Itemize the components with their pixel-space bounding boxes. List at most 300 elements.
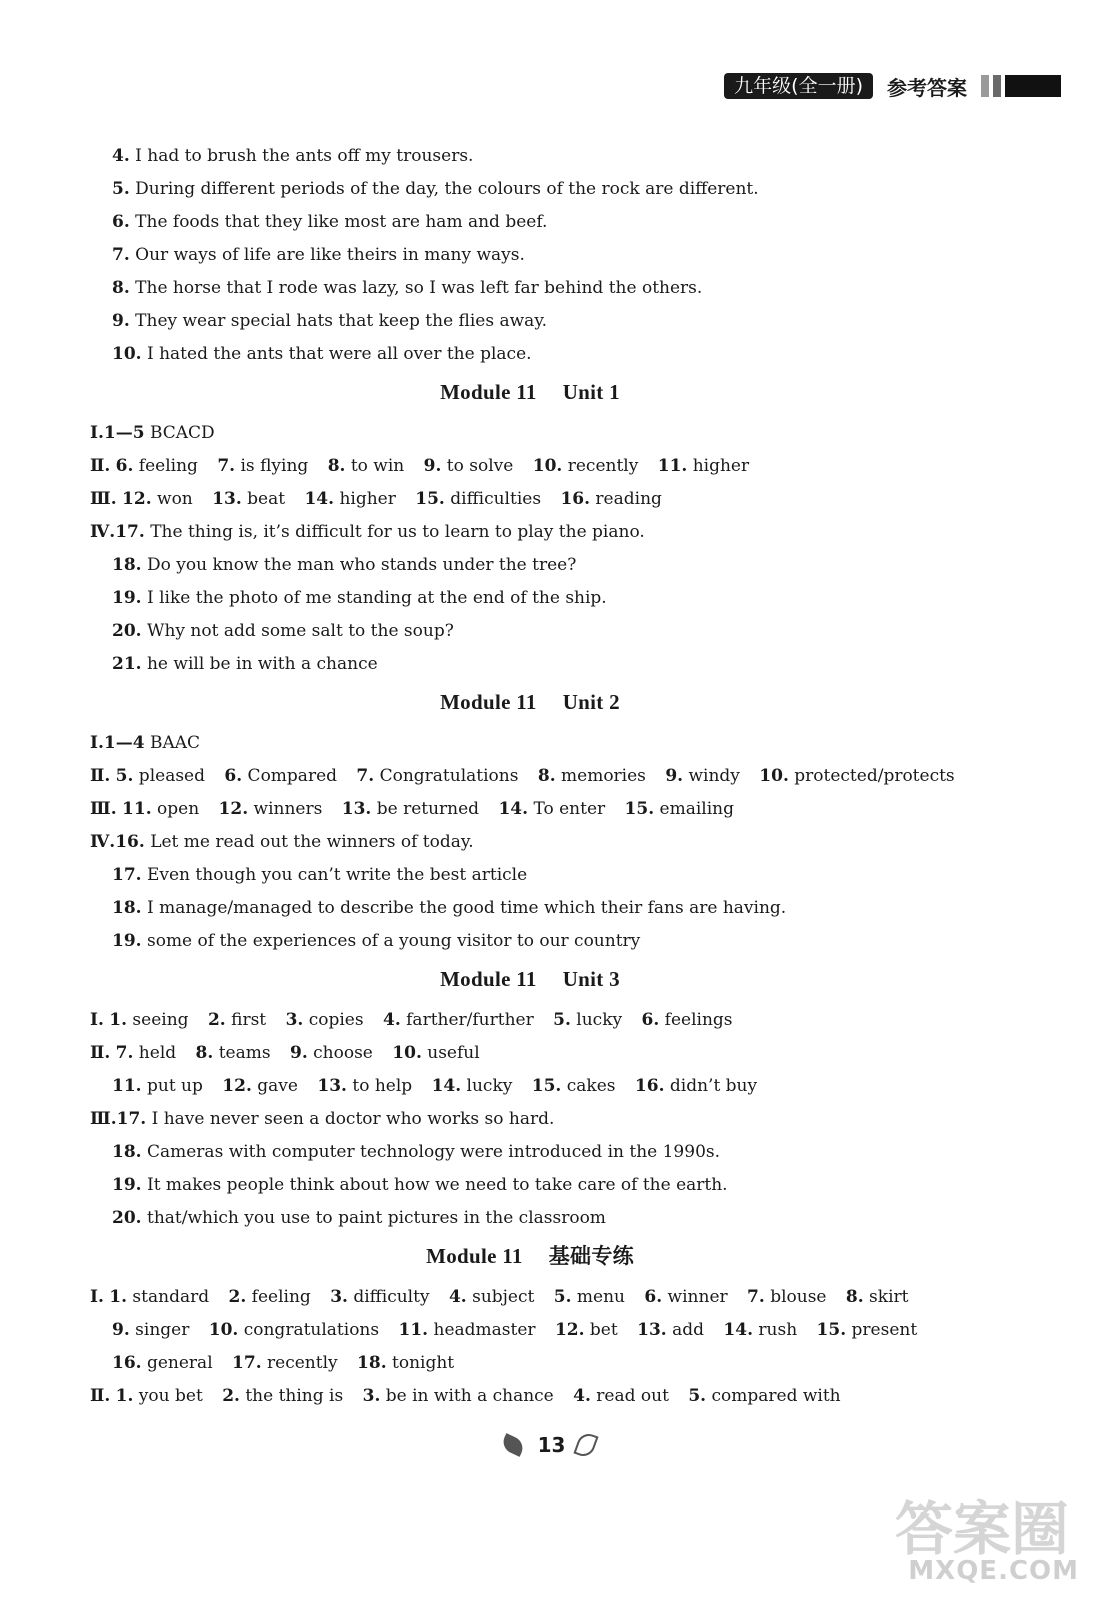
item-number: 10. bbox=[759, 766, 789, 786]
answer-text: teams bbox=[213, 1043, 271, 1063]
answer-text: reading bbox=[590, 489, 662, 509]
item-number: 17. bbox=[232, 1353, 262, 1373]
roman-numeral: Ⅱ. bbox=[90, 1043, 111, 1063]
item-number: 12. bbox=[554, 1320, 585, 1340]
answer-line bbox=[90, 1314, 970, 1347]
header-decoration bbox=[981, 75, 1061, 97]
roman-numeral: Ⅰ. bbox=[90, 423, 104, 443]
roman-numeral: Ⅲ. bbox=[90, 489, 117, 509]
page-header bbox=[724, 72, 1061, 100]
item-number: 4. bbox=[112, 146, 130, 166]
item-number: 1—5 bbox=[103, 423, 145, 443]
answer-text: Let me read out the winners of today. bbox=[144, 832, 474, 852]
answer-item bbox=[116, 1380, 203, 1413]
item-number: 7. bbox=[112, 245, 130, 265]
answer-text: general bbox=[141, 1353, 213, 1373]
answer-text: I had to brush the ants off my trousers. bbox=[129, 146, 474, 166]
roman-numeral: Ⅳ. bbox=[90, 832, 116, 852]
answer-item bbox=[759, 760, 954, 793]
answer-item bbox=[212, 483, 285, 516]
answer-item bbox=[196, 1037, 271, 1070]
item-number: 11. bbox=[657, 456, 688, 476]
item-number: 3. bbox=[330, 1287, 348, 1307]
answer-text: standard bbox=[127, 1287, 210, 1307]
item-number: 9. bbox=[423, 456, 442, 476]
answer-text: The foods that they like most are ham and beef. bbox=[129, 212, 548, 232]
answer-item bbox=[229, 1281, 311, 1314]
item-number: 1. bbox=[115, 1386, 134, 1406]
item-number: 18. bbox=[112, 898, 142, 918]
answer-item bbox=[644, 1281, 727, 1314]
answer-text: BAAC bbox=[144, 733, 201, 753]
item-number: 1. bbox=[109, 1010, 128, 1030]
answer-text: be in with a chance bbox=[380, 1386, 554, 1406]
answer-text: They wear special hats that keep the flies away. bbox=[129, 311, 548, 331]
answer-content bbox=[90, 140, 970, 1413]
answer-item bbox=[116, 1037, 176, 1070]
answer-item bbox=[625, 793, 734, 826]
answer-text: difficulties bbox=[444, 489, 542, 509]
answer-item bbox=[635, 1070, 757, 1103]
item-number: 11. bbox=[398, 1320, 429, 1340]
answer-line bbox=[90, 338, 970, 371]
answer-item bbox=[219, 793, 323, 826]
answer-text: copies bbox=[303, 1010, 364, 1030]
answer-item bbox=[532, 1070, 616, 1103]
module-label: Module 11 bbox=[440, 690, 537, 714]
watermark-text: MXQE.COM bbox=[908, 1556, 1079, 1586]
answer-text: It makes people think about how we need to take care of the earth. bbox=[141, 1175, 728, 1195]
item-number: 10. bbox=[392, 1043, 422, 1063]
answer-text: protected/protects bbox=[788, 766, 955, 786]
answer-text: put up bbox=[141, 1076, 203, 1096]
answer-text: To enter bbox=[528, 799, 606, 819]
answer-line bbox=[90, 615, 970, 648]
answer-text: he will be in with a chance bbox=[141, 654, 378, 674]
item-number: 15. bbox=[624, 799, 655, 819]
answer-text: to solve bbox=[441, 456, 514, 476]
section-title bbox=[90, 371, 970, 417]
item-number: 4. bbox=[573, 1386, 591, 1406]
leaf-outline-icon bbox=[573, 1431, 598, 1460]
answer-line bbox=[90, 1347, 970, 1380]
item-number: 4. bbox=[448, 1287, 467, 1307]
answer-item bbox=[498, 793, 605, 826]
answer-text: tonight bbox=[386, 1353, 455, 1373]
roman-numeral: Ⅰ. bbox=[90, 1010, 104, 1030]
item-number: 9. bbox=[665, 766, 684, 786]
answer-line bbox=[90, 1380, 970, 1413]
answer-item bbox=[363, 1380, 554, 1413]
answer-text: winner bbox=[662, 1287, 728, 1307]
answer-text: I hated the ants that were all over the place. bbox=[141, 344, 532, 364]
answer-item bbox=[399, 1314, 536, 1347]
answer-text: Congratulations bbox=[374, 766, 519, 786]
answer-text: higher bbox=[687, 456, 750, 476]
answer-text: some of the experiences of a young visitor to our country bbox=[141, 931, 641, 951]
answer-text: farther/further bbox=[400, 1010, 534, 1030]
item-number: 5. bbox=[112, 179, 130, 199]
answer-text: bet bbox=[584, 1320, 618, 1340]
answer-item bbox=[112, 1347, 213, 1380]
answer-line bbox=[90, 140, 970, 173]
answer-item bbox=[846, 1281, 909, 1314]
answer-text: difficulty bbox=[347, 1287, 430, 1307]
answer-text: to win bbox=[345, 456, 405, 476]
page-number: 13 bbox=[537, 1433, 566, 1457]
answer-item bbox=[209, 1314, 379, 1347]
item-number: 3. bbox=[285, 1010, 304, 1030]
answer-item bbox=[232, 1347, 338, 1380]
item-number: 3. bbox=[362, 1386, 381, 1406]
item-number: 8. bbox=[195, 1043, 214, 1063]
answer-item bbox=[286, 1004, 364, 1037]
item-number: 16. bbox=[115, 832, 145, 852]
answer-line bbox=[90, 516, 970, 549]
answer-text: rush bbox=[752, 1320, 798, 1340]
answer-line bbox=[90, 760, 970, 793]
item-number: 12. bbox=[122, 489, 152, 509]
answer-text: menu bbox=[571, 1287, 625, 1307]
answer-text: gave bbox=[251, 1076, 298, 1096]
item-number: 14. bbox=[304, 489, 335, 509]
answer-item bbox=[665, 760, 740, 793]
item-number: 13. bbox=[341, 799, 372, 819]
answer-line bbox=[90, 793, 970, 826]
item-number: 15. bbox=[816, 1320, 847, 1340]
answer-item bbox=[554, 1281, 625, 1314]
item-number: 6. bbox=[115, 456, 134, 476]
item-number: 7. bbox=[747, 1287, 765, 1307]
item-number: 10. bbox=[208, 1320, 239, 1340]
item-number: 14. bbox=[498, 799, 529, 819]
answer-item bbox=[222, 1380, 343, 1413]
answer-item bbox=[109, 1004, 188, 1037]
answer-line bbox=[90, 1070, 970, 1103]
answer-text: add bbox=[666, 1320, 704, 1340]
item-number: 5. bbox=[115, 766, 134, 786]
item-number: 5. bbox=[553, 1010, 571, 1030]
answer-text: higher bbox=[334, 489, 396, 509]
item-number: 8. bbox=[112, 278, 130, 298]
answer-item bbox=[817, 1314, 918, 1347]
answer-text: be returned bbox=[371, 799, 480, 819]
item-number: 20. bbox=[112, 621, 142, 641]
answer-line bbox=[90, 272, 970, 305]
answer-text: feeling bbox=[133, 456, 198, 476]
answer-line bbox=[90, 206, 970, 239]
answer-text: recently bbox=[261, 1353, 338, 1373]
answer-item bbox=[449, 1281, 534, 1314]
leaf-icon bbox=[500, 1433, 527, 1457]
module-label: Module 11 bbox=[440, 967, 537, 991]
roman-numeral: Ⅱ. bbox=[90, 456, 111, 476]
answer-line bbox=[90, 1169, 970, 1202]
answer-text: held bbox=[133, 1043, 177, 1063]
answer-item bbox=[342, 793, 479, 826]
item-number: 19. bbox=[112, 1175, 142, 1195]
item-number: 14. bbox=[723, 1320, 753, 1340]
watermark bbox=[879, 1482, 1079, 1592]
answer-item bbox=[533, 450, 639, 483]
answer-item bbox=[357, 1347, 454, 1380]
answer-item bbox=[122, 483, 193, 516]
answer-line bbox=[90, 305, 970, 338]
answer-line bbox=[90, 450, 970, 483]
answer-text: winners bbox=[248, 799, 323, 819]
answer-text: subject bbox=[466, 1287, 535, 1307]
item-number: 2. bbox=[207, 1010, 226, 1030]
item-number: 15. bbox=[415, 489, 445, 509]
item-number: 21. bbox=[112, 654, 142, 674]
item-number: 10. bbox=[532, 456, 563, 476]
answer-text: The horse that I rode was lazy, so I was left far behind the others. bbox=[129, 278, 703, 298]
roman-numeral: Ⅲ. bbox=[90, 799, 117, 819]
answer-item bbox=[383, 1004, 534, 1037]
answer-text: congratulations bbox=[238, 1320, 380, 1340]
answer-text: Do you know the man who stands under the tree? bbox=[141, 555, 577, 575]
item-number: 8. bbox=[327, 456, 346, 476]
item-number: 4. bbox=[382, 1010, 401, 1030]
answer-item bbox=[222, 1070, 298, 1103]
answer-item bbox=[116, 450, 198, 483]
answer-item bbox=[224, 760, 337, 793]
roman-numeral: Ⅰ. bbox=[90, 1287, 104, 1307]
item-number: 19. bbox=[112, 931, 142, 951]
watermark-logo: 答案圈 bbox=[894, 1495, 1069, 1563]
answer-item bbox=[392, 1037, 479, 1070]
answer-text: won bbox=[151, 489, 193, 509]
roman-numeral: Ⅰ. bbox=[90, 733, 104, 753]
roman-numeral: Ⅱ. bbox=[90, 1386, 111, 1406]
decoration-bar bbox=[993, 75, 1001, 97]
answer-text: emailing bbox=[654, 799, 734, 819]
answer-text: BCACD bbox=[144, 423, 215, 443]
section-title bbox=[90, 1235, 970, 1281]
section-title bbox=[90, 958, 970, 1004]
answer-text: feeling bbox=[246, 1287, 311, 1307]
answer-item bbox=[317, 1070, 412, 1103]
roman-numeral: Ⅱ. bbox=[90, 766, 111, 786]
answer-item bbox=[658, 450, 749, 483]
module-label: Module 11 bbox=[426, 1244, 523, 1268]
item-number: 7. bbox=[356, 766, 375, 786]
answer-text: present bbox=[846, 1320, 918, 1340]
answer-item bbox=[328, 450, 405, 483]
item-number: 8. bbox=[845, 1287, 864, 1307]
answer-text: to help bbox=[346, 1076, 413, 1096]
answer-text: Cameras with computer technology were introduced in the 1990s. bbox=[141, 1142, 721, 1162]
answer-line bbox=[90, 1037, 970, 1070]
decoration-bar bbox=[981, 75, 989, 97]
item-number: 5. bbox=[553, 1287, 572, 1307]
answer-item bbox=[304, 483, 395, 516]
answer-item bbox=[415, 483, 541, 516]
answer-item bbox=[432, 1070, 513, 1103]
answer-text: open bbox=[151, 799, 200, 819]
answer-text: choose bbox=[307, 1043, 373, 1063]
answer-text: Why not add some salt to the soup? bbox=[141, 621, 454, 641]
item-number: 16. bbox=[112, 1353, 142, 1373]
answer-line bbox=[90, 727, 970, 760]
answer-item bbox=[112, 1070, 203, 1103]
answer-item bbox=[555, 1314, 618, 1347]
unit-label: 基础专练 bbox=[548, 1244, 634, 1268]
unit-label: Unit 1 bbox=[562, 380, 620, 404]
item-number: 13. bbox=[637, 1320, 667, 1340]
answer-item bbox=[538, 760, 646, 793]
item-number: 8. bbox=[537, 766, 556, 786]
answer-item bbox=[553, 1004, 622, 1037]
item-number: 9. bbox=[289, 1043, 308, 1063]
answer-text: Our ways of life are like theirs in many ways. bbox=[129, 245, 525, 265]
answer-line bbox=[90, 582, 970, 615]
answer-text: useful bbox=[421, 1043, 480, 1063]
page-footer bbox=[0, 1433, 1097, 1457]
answer-line bbox=[90, 925, 970, 958]
item-number: 1—4 bbox=[103, 733, 145, 753]
answer-text: Compared bbox=[242, 766, 338, 786]
item-number: 10. bbox=[112, 344, 142, 364]
answer-text: recently bbox=[562, 456, 639, 476]
header-title: 参考答案 bbox=[887, 75, 967, 100]
item-number: 6. bbox=[112, 212, 130, 232]
answer-line bbox=[90, 549, 970, 582]
answer-item bbox=[112, 1314, 189, 1347]
answer-text: you bet bbox=[133, 1386, 203, 1406]
answer-text: Even though you can’t write the best article bbox=[141, 865, 528, 885]
answer-text: feelings bbox=[659, 1010, 733, 1030]
answer-text: I like the photo of me standing at the end of the ship. bbox=[141, 588, 607, 608]
answer-text: first bbox=[225, 1010, 267, 1030]
answer-text: read out bbox=[590, 1386, 669, 1406]
item-number: 1. bbox=[109, 1287, 128, 1307]
answer-item bbox=[723, 1314, 797, 1347]
answer-line bbox=[90, 826, 970, 859]
answer-text: I manage/managed to describe the good time which their fans are having. bbox=[141, 898, 787, 918]
answer-line bbox=[90, 1202, 970, 1235]
answer-item bbox=[290, 1037, 373, 1070]
answer-item bbox=[109, 1281, 209, 1314]
answer-item bbox=[122, 793, 199, 826]
item-number: 18. bbox=[112, 1142, 142, 1162]
grade-badge: 九年级(全一册) bbox=[724, 73, 873, 99]
item-number: 17. bbox=[116, 1109, 147, 1129]
item-number: 13. bbox=[317, 1076, 347, 1096]
item-number: 9. bbox=[112, 1320, 130, 1340]
answer-text: blouse bbox=[764, 1287, 827, 1307]
item-number: 13. bbox=[212, 489, 242, 509]
item-number: 7. bbox=[217, 456, 236, 476]
answer-text: singer bbox=[129, 1320, 190, 1340]
item-number: 17. bbox=[112, 865, 142, 885]
unit-label: Unit 3 bbox=[562, 967, 620, 991]
answer-line bbox=[90, 173, 970, 206]
item-number: 2. bbox=[228, 1287, 247, 1307]
answer-text: memories bbox=[555, 766, 646, 786]
item-number: 14. bbox=[431, 1076, 462, 1096]
answer-line bbox=[90, 1136, 970, 1169]
item-number: 2. bbox=[222, 1386, 240, 1406]
answer-line bbox=[90, 1004, 970, 1037]
answer-item bbox=[330, 1281, 429, 1314]
item-number: 5. bbox=[688, 1386, 707, 1406]
answer-text: The thing is, it’s difficult for us to learn to play the piano. bbox=[144, 522, 645, 542]
answer-item bbox=[688, 1380, 840, 1413]
item-number: 6. bbox=[641, 1010, 660, 1030]
answer-text: is flying bbox=[235, 456, 309, 476]
roman-numeral: Ⅲ. bbox=[90, 1109, 117, 1129]
answer-text: skirt bbox=[863, 1287, 909, 1307]
answer-text: the thing is bbox=[239, 1386, 344, 1406]
answer-item bbox=[747, 1281, 826, 1314]
item-number: 6. bbox=[644, 1287, 663, 1307]
answer-item bbox=[573, 1380, 669, 1413]
answer-line bbox=[90, 417, 970, 450]
answer-text: beat bbox=[241, 489, 286, 509]
answer-text: During different periods of the day, the colours of the rock are different. bbox=[129, 179, 759, 199]
answer-line bbox=[90, 648, 970, 681]
answer-item bbox=[560, 483, 661, 516]
answer-line bbox=[90, 1103, 970, 1136]
answer-line bbox=[90, 1281, 970, 1314]
decoration-block bbox=[1005, 75, 1061, 97]
answer-item bbox=[642, 1004, 733, 1037]
answer-text: I have never seen a doctor who works so hard. bbox=[146, 1109, 555, 1129]
answer-line bbox=[90, 483, 970, 516]
answer-text: windy bbox=[683, 766, 740, 786]
module-label: Module 11 bbox=[440, 380, 537, 404]
answer-text: that/which you use to paint pictures in the classroom bbox=[141, 1208, 606, 1228]
item-number: 12. bbox=[218, 799, 249, 819]
answer-text: seeing bbox=[127, 1010, 189, 1030]
unit-label: Unit 2 bbox=[562, 690, 620, 714]
item-number: 16. bbox=[634, 1076, 665, 1096]
answer-item bbox=[116, 760, 205, 793]
item-number: 6. bbox=[224, 766, 243, 786]
answer-text: cakes bbox=[561, 1076, 616, 1096]
item-number: 7. bbox=[115, 1043, 134, 1063]
answer-text: lucky bbox=[570, 1010, 623, 1030]
item-number: 16. bbox=[560, 489, 591, 509]
answer-line bbox=[90, 859, 970, 892]
answer-item bbox=[356, 760, 518, 793]
answer-text: pleased bbox=[133, 766, 205, 786]
item-number: 18. bbox=[112, 555, 142, 575]
item-number: 20. bbox=[112, 1208, 142, 1228]
item-number: 19. bbox=[112, 588, 142, 608]
item-number: 12. bbox=[222, 1076, 252, 1096]
answer-text: didn’t buy bbox=[664, 1076, 758, 1096]
answer-line bbox=[90, 892, 970, 925]
answer-item bbox=[637, 1314, 704, 1347]
section-title bbox=[90, 681, 970, 727]
item-number: 11. bbox=[122, 799, 152, 819]
answer-line bbox=[90, 239, 970, 272]
item-number: 18. bbox=[357, 1353, 387, 1373]
answer-item bbox=[208, 1004, 266, 1037]
item-number: 15. bbox=[531, 1076, 562, 1096]
item-number: 9. bbox=[112, 311, 130, 331]
answer-text: compared with bbox=[706, 1386, 841, 1406]
item-number: 17. bbox=[115, 522, 145, 542]
roman-numeral: Ⅳ. bbox=[90, 522, 116, 542]
answer-item bbox=[424, 450, 514, 483]
item-number: 11. bbox=[112, 1076, 142, 1096]
answer-text: lucky bbox=[461, 1076, 513, 1096]
answer-text: headmaster bbox=[428, 1320, 536, 1340]
answer-item bbox=[217, 450, 308, 483]
